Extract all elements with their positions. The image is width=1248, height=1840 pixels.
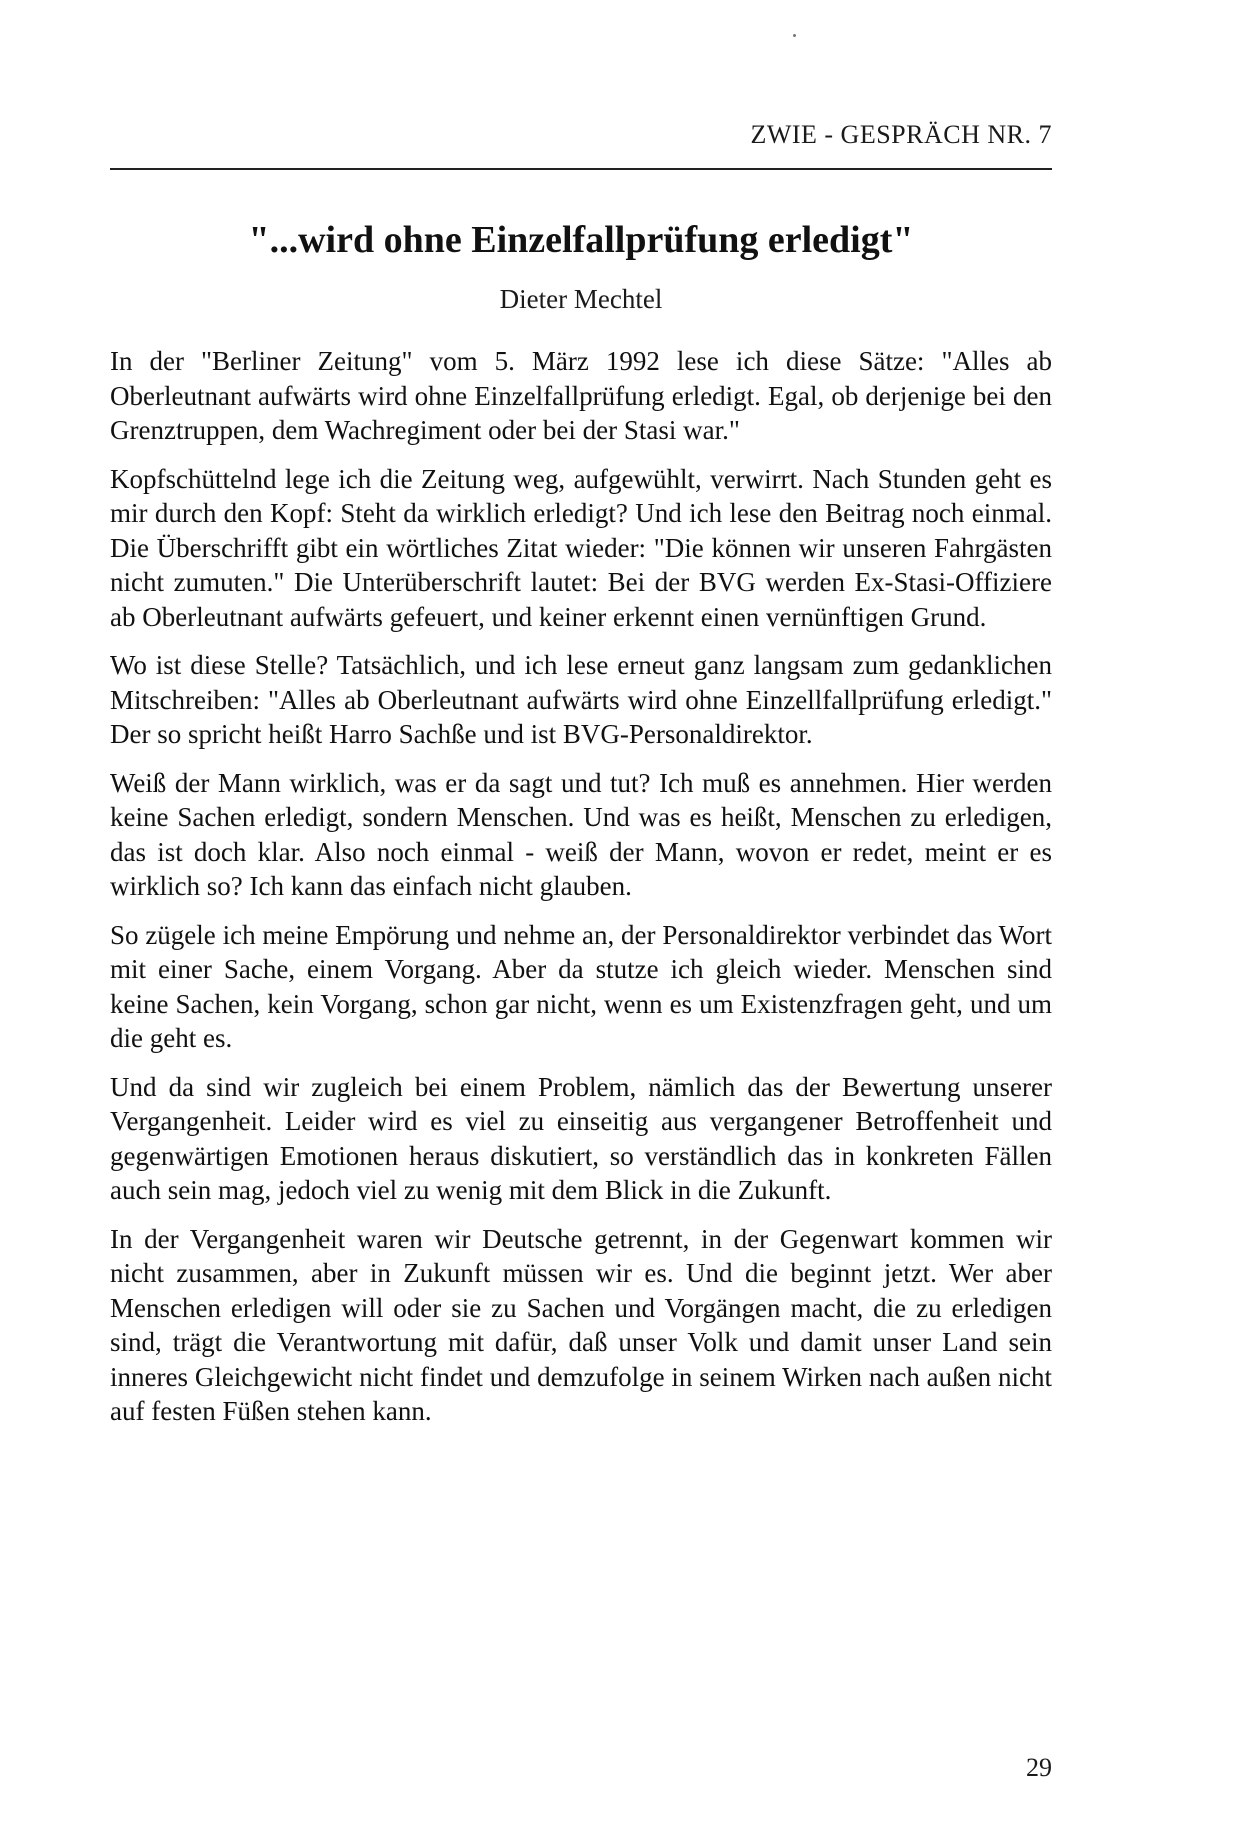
paragraph: Wo ist diese Stelle? Tatsächlich, und ich lese erneut ganz langsam zum gedanklichen Mitschreiben: "Alles ab Oberleutnant aufwärts wird ohne Einzellfallprüfung erledigt." Der so spricht heißt Harro Sachße und ist BVG-Personaldirektor. (110, 650, 1052, 749)
article-title: "...wird ohne Einzelfallprüfung erledigt" (248, 219, 914, 261)
article-body (110, 344, 1052, 1443)
paragraph: Weiß der Mann wirklich, was er da sagt und tut? Ich muß es annehmen. Hier werden keine Sachen erledigt, sondern Menschen. Und was es heißt, Menschen zu erledigen, das ist doch klar. Also noch einmal - weiß der Mann, wovon er redet, meint er es wirklich so? Ich kann das einfach nicht glauben. (110, 767, 1052, 901)
page-number: 29 (1026, 1753, 1052, 1782)
scan-speck (793, 34, 796, 37)
paragraph: In der Vergangenheit waren wir Deutsche getrennt, in der Gegenwart kommen wir nicht zusammen, aber in Zukunft müssen wir es. Und die beginnt jetzt. Wer aber Menschen erledigen will oder sie zu Sachen und Vorgängen macht, die zu erledigen sind, trägt die Verantwortung mit dafür, daß unser Volk und damit unser Land sein inneres Gleichgewicht nicht findet und demzufolge in seinem Wirken nach außen nicht auf festen Füßen stehen kann. (110, 1223, 1052, 1426)
paragraph: Kopfschüttelnd lege ich die Zeitung weg, aufgewühlt, verwirrt. Nach Stunden geht es mir durch den Kopf: Steht da wirklich erledigt? Und ich lese den Beitrag noch einmal. Die Überschrifft gibt ein wörtliches Zitat wieder: "Die können wir unseren Fahrgästen nicht zumuten." Die Unterüberschrift lautet: Bei der BVG werden Ex-Stasi-Offiziere ab Oberleutnant aufwärts gefeuert, und keiner erkennt einen vernünftigen Grund. (110, 463, 1052, 632)
paragraph: In der "Berliner Zeitung" vom 5. März 1992 lese ich diese Sätze: "Alles ab Oberleutnant aufwärts wird ohne Einzelfallprüfung erledigt. Egal, ob derjenige bei den Grenztruppen, dem Wachregiment oder bei der Stasi war." (110, 346, 1052, 445)
running-header: ZWIE - GESPRÄCH NR. 7 (750, 120, 1052, 149)
header-rule (110, 168, 1052, 170)
paragraph: Und da sind wir zugleich bei einem Problem, nämlich das der Bewertung unserer Vergangenheit. Leider wird es viel zu einseitig aus vergangener Betroffenheit und gegenwärtigen Emotionen heraus diskutiert, so verständlich das in konkreten Fällen auch sein mag, jedoch viel zu wenig mit dem Blick in die Zukunft. (110, 1071, 1052, 1205)
paragraph: So zügele ich meine Empörung und nehme an, der Personaldirektor verbindet das Wort mit einer Sache, einem Vorgang. Aber da stutze ich gleich wieder. Menschen sind keine Sachen, kein Vorgang, schon gar nicht, wenn es um Existenzfragen geht, und um die geht es. (110, 919, 1052, 1053)
article-author: Dieter Mechtel (499, 284, 663, 314)
